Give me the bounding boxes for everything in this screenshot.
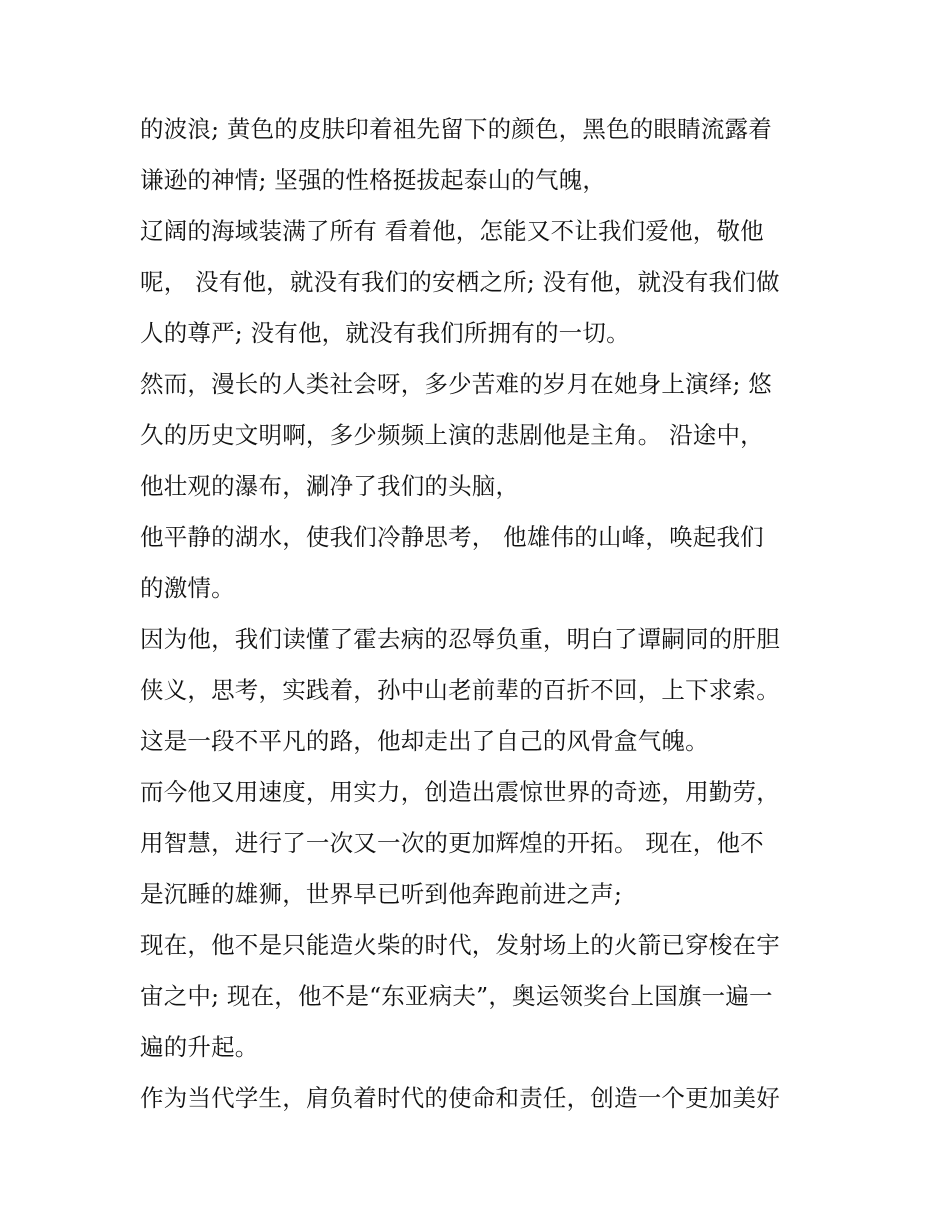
text-line: 谦逊的神情; 坚强的性格挺拔起泰山的气魄， xyxy=(140,166,607,194)
text-line: 辽阔的海域装满了所有 看着他，怎能又不让我们爱他，敬他 xyxy=(140,217,764,245)
text-line: 他壮观的瀑布，涮净了我们的头脑， xyxy=(140,472,520,500)
text-line: 因为他，我们读懂了霍去病的忍辱负重，明白了谭嗣同的肝胆 xyxy=(140,625,780,653)
text-line: 这是一段不平凡的路，他却走出了自己的风骨盒气魄。 xyxy=(140,727,709,755)
text-line: 的激情。 xyxy=(140,574,235,602)
text-line: 用智慧，进行了一次又一次的更加辉煌的开拓。 现在，他不 xyxy=(140,829,764,857)
text-line: 遍的升起。 xyxy=(140,1033,259,1061)
text-line: 现在，他不是只能造火柴的时代，发射场上的火箭已穿梭在宇 xyxy=(140,931,780,959)
text-line: 宙之中; 现在，他不是“东亚病夫”，奥运领奖台上国旗一遍一 xyxy=(140,982,773,1010)
text-line: 侠义，思考，实践着，孙中山老前辈的百折不回，上下求索。 xyxy=(140,676,780,704)
text-line: 他平静的湖水，使我们冷静思考， 他雄伟的山峰，唤起我们 xyxy=(140,523,764,551)
text-line: 呢， 没有他，就没有我们的安栖之所; 没有他，就没有我们做 xyxy=(140,268,780,296)
text-line: 人的尊严; 没有他，就没有我们所拥有的一切。 xyxy=(140,319,630,347)
text-line: 久的历史文明啊，多少频频上演的悲剧他是主角。 沿途中， xyxy=(140,421,764,449)
text-line: 是沉睡的雄狮，世界早已听到他奔跑前进之声; xyxy=(140,880,623,908)
text-line: 的波浪; 黄色的皮肤印着祖先留下的颜色，黑色的眼睛流露着 xyxy=(140,115,772,143)
text-line: 而今他又用速度，用实力，创造出震惊世界的奇迹，用勤劳， xyxy=(140,778,780,806)
text-line: 作为当代学生，肩负着时代的使命和责任，创造一个更加美好 xyxy=(140,1084,780,1112)
text-line: 然而，漫长的人类社会呀，多少苦难的岁月在她身上演绎; 悠 xyxy=(140,370,772,398)
document-body xyxy=(140,104,840,1124)
